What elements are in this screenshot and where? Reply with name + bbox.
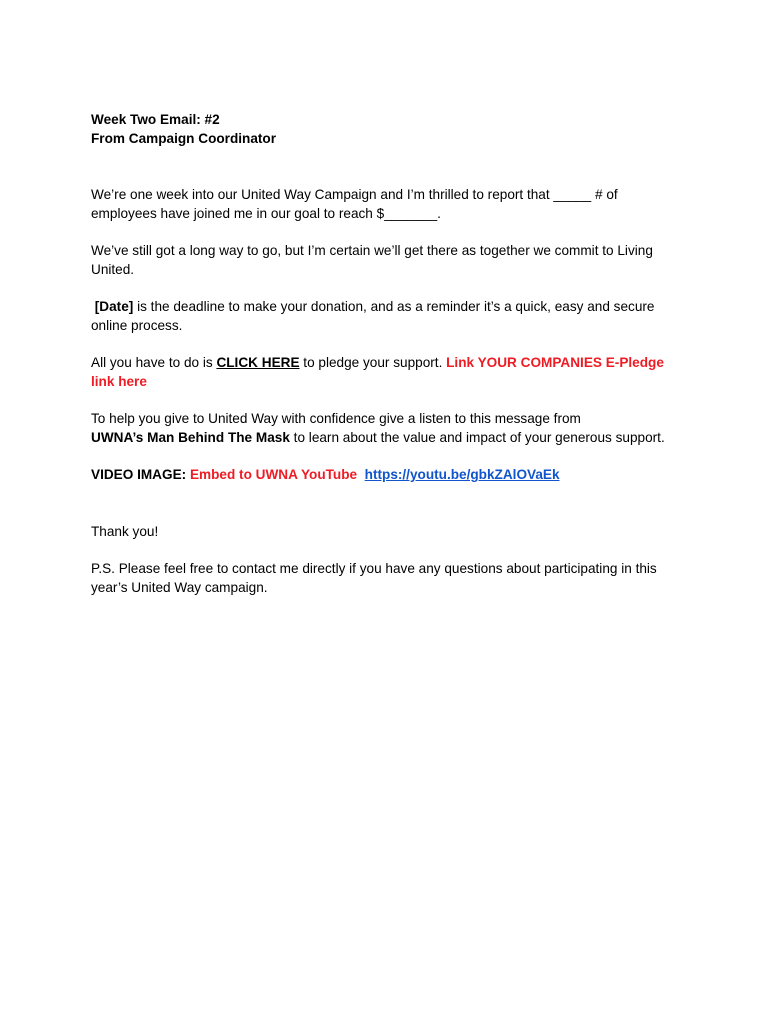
paragraph-text: All you have to do is <box>91 355 217 370</box>
document-title: Week Two Email: #2 <box>91 112 220 127</box>
spacer <box>91 148 691 186</box>
video-title: UWNA’s Man Behind The Mask <box>91 429 290 445</box>
thank-you-line: Thank you! <box>91 523 159 539</box>
paragraph-line: P.S. Please feel free to contact me directly if you have any questions about participating in this <box>91 561 657 576</box>
paragraph-line: online process. <box>91 317 183 333</box>
paragraph-line: employees have joined me in our goal to reach $_______. <box>91 205 441 221</box>
e-pledge-link-note: Link YOUR COMPANIES E-Pledge <box>446 355 664 370</box>
click-here-link[interactable]: CLICK HERE <box>216 355 300 370</box>
paragraph-line <box>91 298 691 317</box>
video-label: VIDEO IMAGE: <box>91 467 187 482</box>
paragraph-long-way <box>91 242 691 279</box>
spacer <box>91 447 691 466</box>
paragraph-progress <box>91 186 691 223</box>
spacer <box>91 541 691 560</box>
spacer <box>91 391 691 410</box>
embed-note: Embed to UWNA YouTube <box>189 467 358 482</box>
date-placeholder: [Date] <box>94 299 134 314</box>
paragraph-line: We’re one week into our United Way Campaign and I’m thrilled to report that _____ # of <box>91 187 618 202</box>
paragraph-pledge <box>91 354 691 391</box>
video-line <box>91 466 691 485</box>
paragraph-text: to pledge your support. <box>299 355 447 370</box>
paragraph-text: to learn about the value and impact of your generous support. <box>289 429 665 445</box>
spacer <box>91 335 691 354</box>
paragraph-postscript <box>91 560 691 597</box>
email-document <box>91 111 691 597</box>
paragraph-line: We’ve still got a long way to go, but I’m certain we’ll get there as together we commit to Living <box>91 243 653 258</box>
paragraph-line: year’s United Way campaign. <box>91 579 268 595</box>
paragraph-line: United. <box>91 261 135 277</box>
paragraph-text: is the deadline to make your donation, and as a reminder it’s a quick, easy and secure <box>133 299 655 314</box>
paragraph-deadline <box>91 298 691 335</box>
document-from-line: From Campaign Coordinator <box>91 130 277 146</box>
paragraph-line <box>91 429 691 448</box>
paragraph-video-intro <box>91 410 691 447</box>
spacer <box>91 485 691 523</box>
spacer <box>91 223 691 242</box>
paragraph-line <box>91 354 691 373</box>
paragraph-line: To help you give to United Way with confidence give a listen to this message from <box>91 411 581 426</box>
spacer <box>91 279 691 298</box>
youtube-link[interactable]: https://youtu.be/gbkZAlOVaEk <box>364 467 560 482</box>
e-pledge-link-note: link here <box>91 373 147 389</box>
